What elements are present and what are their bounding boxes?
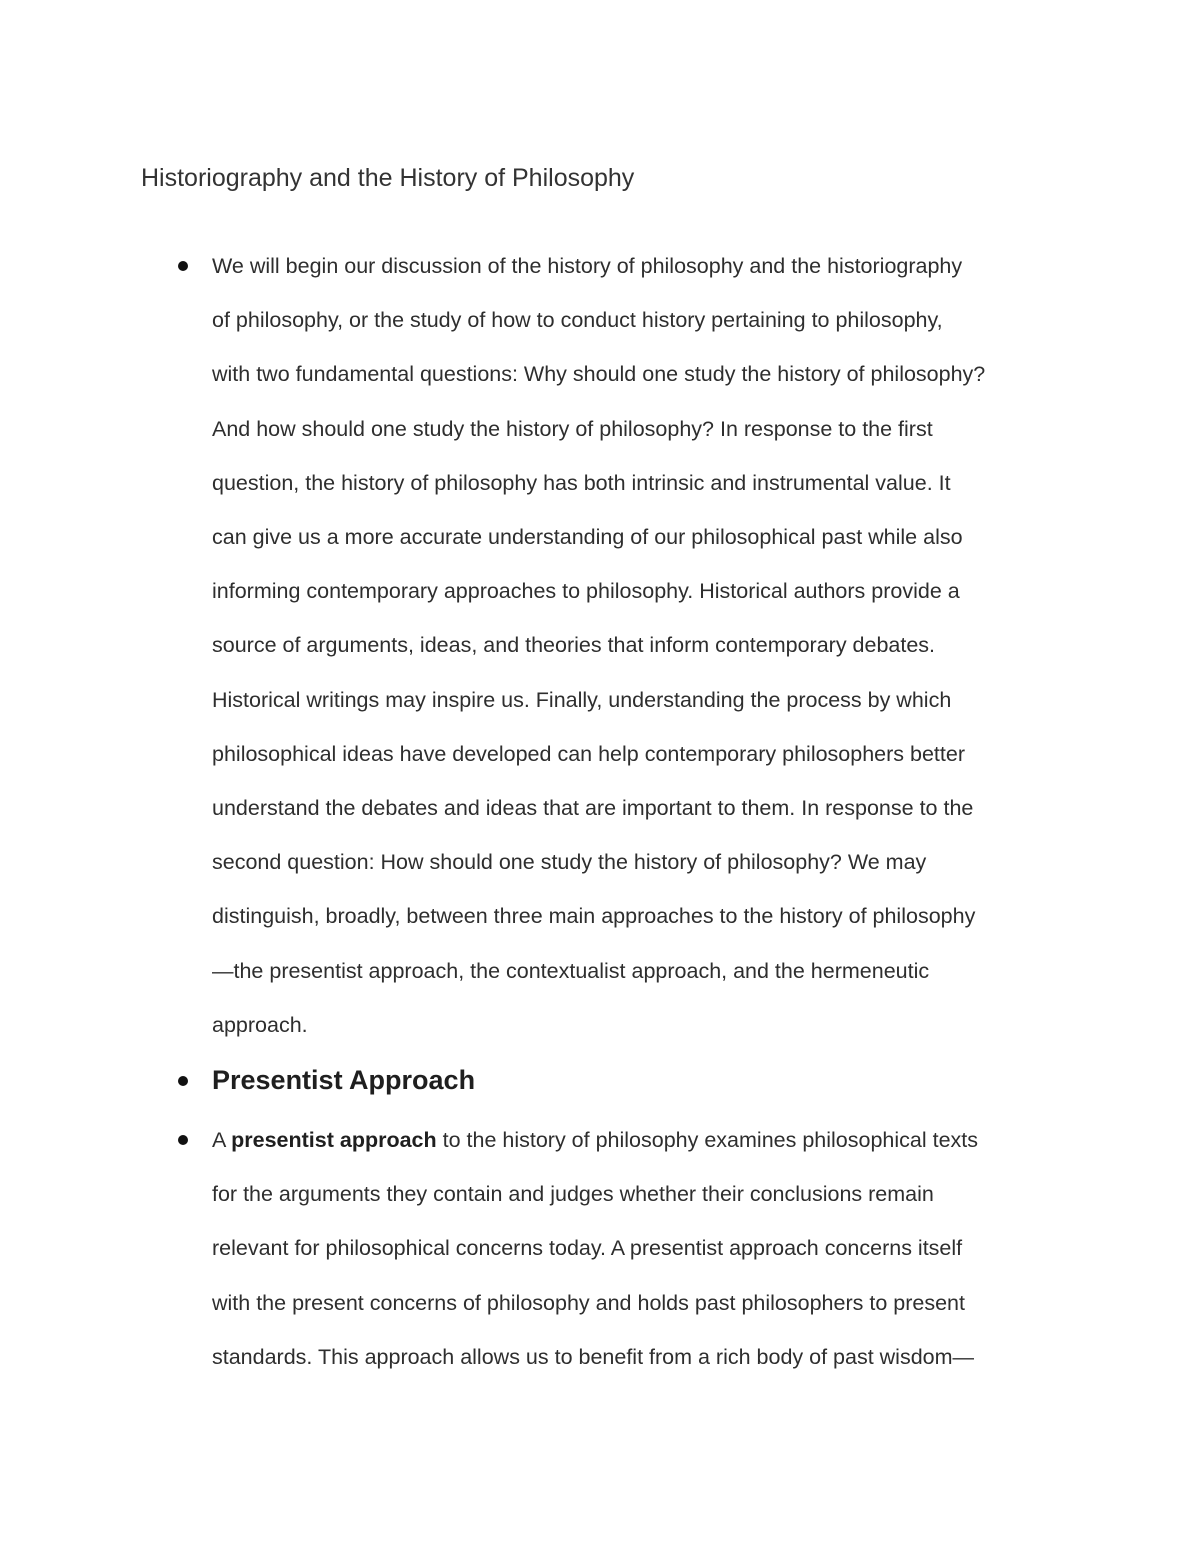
text-line: for the arguments they contain and judges whether their conclusions remain <box>212 1182 934 1207</box>
text-line: question, the history of philosophy has both intrinsic and instrumental value. It <box>212 470 951 495</box>
text-line: second question: How should one study the history of philosophy? We may <box>212 850 927 875</box>
text-line: with two fundamental questions: Why should one study the history of philosophy? <box>212 362 986 387</box>
presentist-bullet-item <box>212 1113 1072 1384</box>
text-line: understand the debates and ideas that are important to them. In response to the <box>212 796 974 821</box>
document-title: Historiography and the History of Philosophy <box>141 164 635 192</box>
section-heading-bullet-item <box>212 1056 1072 1104</box>
text-line: with the present concerns of philosophy and holds past philosophers to present <box>212 1290 965 1315</box>
text-line: standards. This approach allows us to benefit from a rich body of past wisdom— <box>212 1344 975 1369</box>
text-fragment: A <box>212 1128 232 1152</box>
text-line: —the presentist approach, the contextualist approach, and the hermeneutic <box>212 958 930 983</box>
bullet-icon <box>178 1076 188 1086</box>
text-line <box>212 1113 1072 1167</box>
bullet-icon <box>178 1135 188 1145</box>
text-fragment: to the history of philosophy examines philosophical texts <box>436 1128 979 1152</box>
text-line: Historical writings may inspire us. Finally, understanding the process by which <box>212 687 952 712</box>
text-line: philosophical ideas have developed can help contemporary philosophers better <box>212 741 965 766</box>
text-line: can give us a more accurate understanding of our philosophical past while also <box>212 525 963 550</box>
text-line: approach. <box>212 1012 308 1037</box>
section-heading: Presentist Approach <box>212 1065 476 1095</box>
intro-bullet-item <box>212 239 1072 1052</box>
bullet-icon <box>178 261 188 271</box>
text-line: informing contemporary approaches to philosophy. Historical authors provide a <box>212 579 960 604</box>
text-line: of philosophy, or the study of how to conduct history pertaining to philosophy, <box>212 308 943 333</box>
text-line: source of arguments, ideas, and theories that inform contemporary debates. <box>212 633 936 658</box>
text-line: We will begin our discussion of the history of philosophy and the historiography <box>212 254 963 278</box>
text-line: And how should one study the history of philosophy? In response to the first <box>212 416 933 441</box>
text-line: distinguish, broadly, between three main approaches to the history of philosophy <box>212 904 976 929</box>
text-line: relevant for philosophical concerns today. A presentist approach concerns itself <box>212 1236 963 1261</box>
bold-term: presentist approach <box>231 1128 437 1152</box>
